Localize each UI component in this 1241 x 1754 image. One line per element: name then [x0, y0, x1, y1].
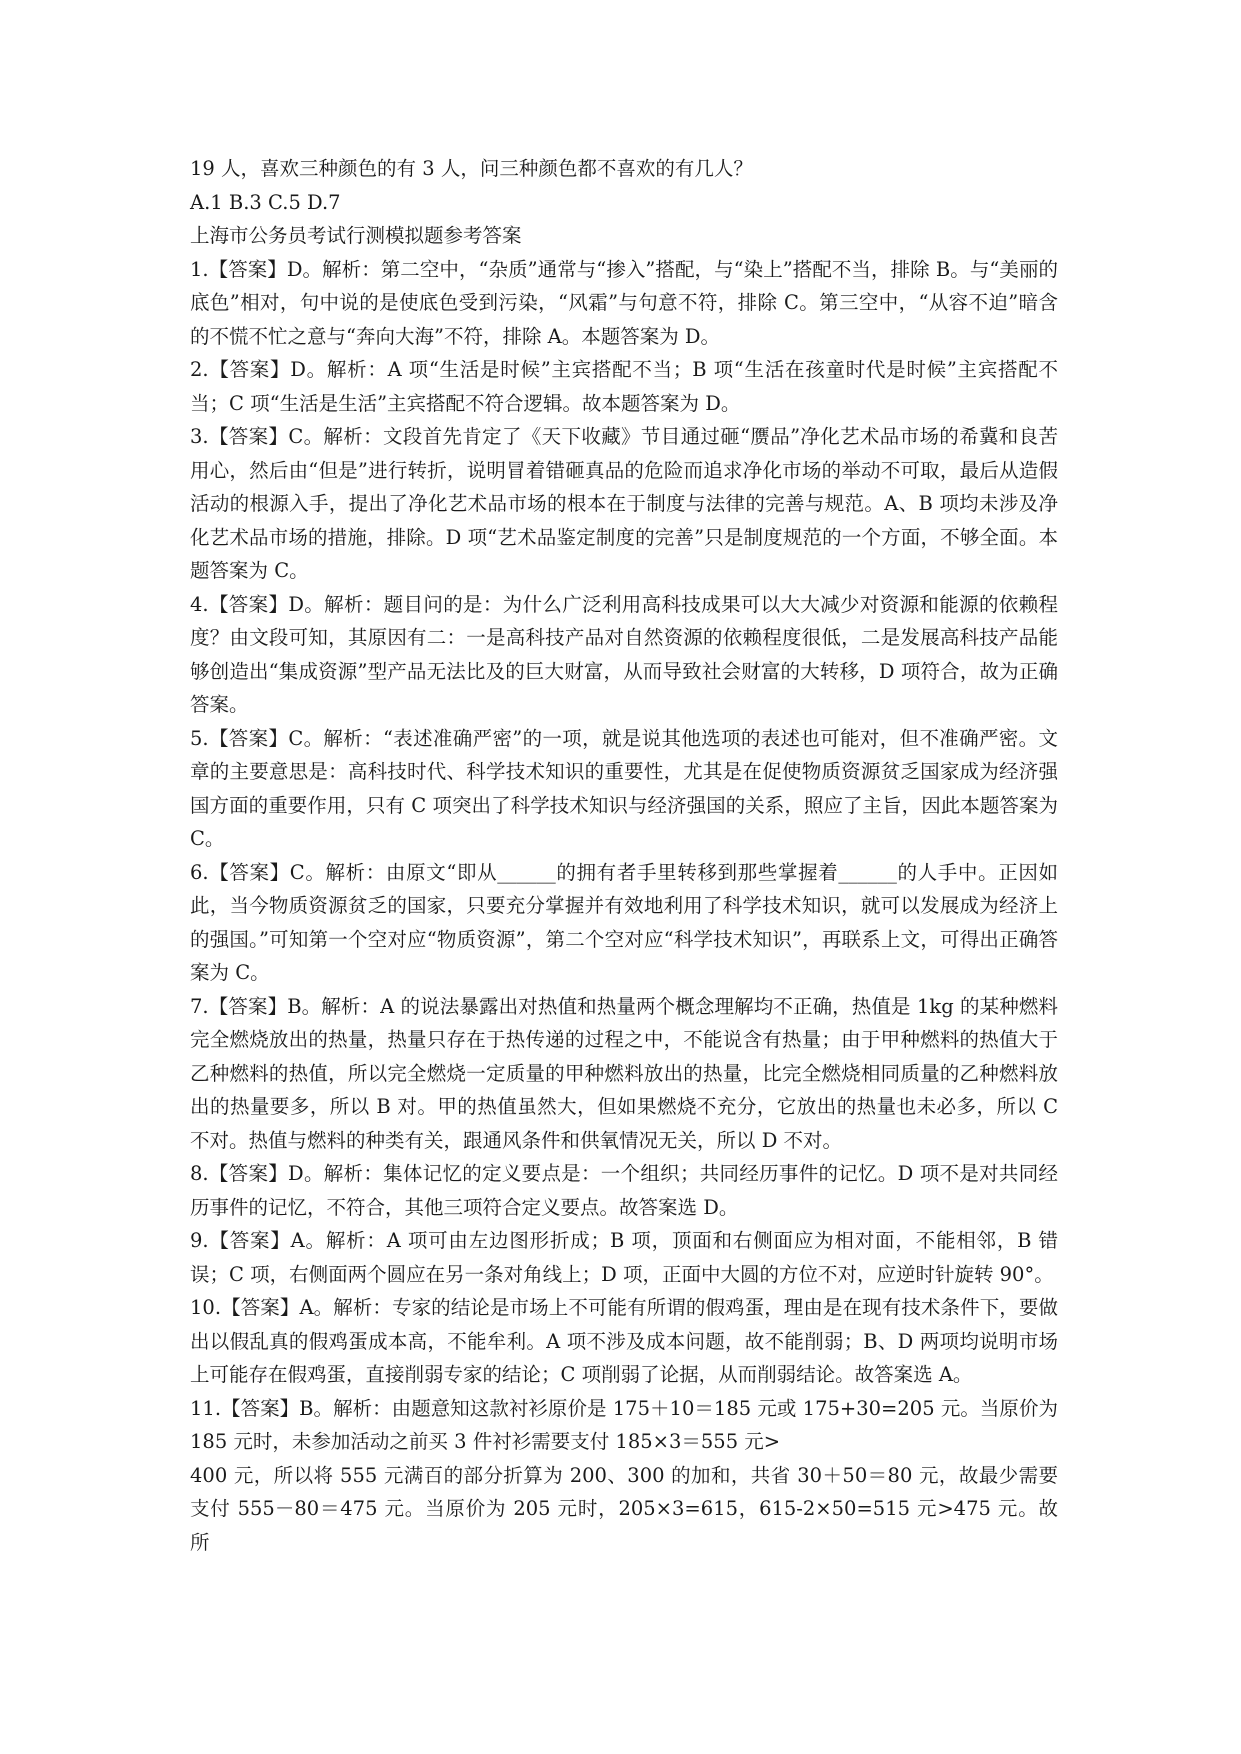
section-title: 上海市公务员考试行测模拟题参考答案: [190, 224, 522, 247]
answer-paragraph-2: 2.【答案】D。解析：A 项“生活是时候”主宾搭配不当；B 项“生活在孩童时代是时候”主宾搭配不当；C 项“生活是生活”主宾搭配不符合逻辑。故本题答案为 D。: [190, 358, 1058, 415]
answer-paragraph-8: 8.【答案】D。解析：集体记忆的定义要点是：一个组织；共同经历事件的记忆。D 项不是对共同经历事件的记忆，不符合，其他三项符合定义要点。故答案选 D。: [190, 1162, 1058, 1219]
answer-paragraph-1: 1.【答案】D。解析：第二空中，“杂质”通常与“掺入”搭配，与“染上”搭配不当，排除 B。与“美丽的底色”相对，句中说的是使底色受到污染，“风霜”与句意不符，排除 C。第三空中，“从容不迫”暗含的不慌不忙之意与“奔向大海”不符，排除 A。本题答案为 D。: [190, 257, 1058, 348]
answer-paragraph-7: 7.【答案】B。解析：A 的说法暴露出对热值和热量两个概念理解均不正确，热值是 1kg 的某种燃料完全燃烧放出的热量，热量只存在于热传递的过程之中，不能说含有热量；由于甲种燃料的热值大于乙种燃料的热值，所以完全燃烧一定质量的甲种燃料放出的热量，比完全燃烧相同质量的乙种燃料放出的热量要多，所以 B 对。甲的热值虽然大，但如果燃烧不充分，它放出的热量也未必多，所以 C 不对。热值与燃料的种类有关，跟通风条件和供氧情况无关，所以 D 不对。: [190, 994, 1058, 1152]
question-text-line: 19 人，喜欢三种颜色的有 3 人，问三种颜色都不喜欢的有几人？: [190, 157, 753, 180]
answer-paragraph-11-continued: 400 元，所以将 555 元满百的部分折算为 200、300 的加和，共省 30＋50＝80 元，故最少需要支付 555－80＝475 元。当原价为 205 元时，205×3=615，615-2×50=515 元>475 元。故所: [190, 1463, 1058, 1554]
answer-paragraph-11: 11.【答案】B。解析：由题意知这款衬衫原价是 175＋10＝185 元或 175+30=205 元。当原价为 185 元时，未参加活动之前买 3 件衬衫需要支付 185×3＝555 元>: [190, 1396, 1058, 1453]
question-options-line: A.1 B.3 C.5 D.7: [190, 190, 341, 214]
answer-paragraph-5: 5.【答案】C。解析：“表述准确严密”的一项，就是说其他选项的表述也可能对，但不准确严密。文章的主要意思是：高科技时代、科学技术知识的重要性，尤其是在促使物质资源贫乏国家成为经济强国方面的重要作用，只有 C 项突出了科学技术知识与经济强国的关系，照应了主旨，因此本题答案为 C。: [190, 726, 1058, 850]
answer-paragraph-4: 4.【答案】D。解析：题目问的是：为什么广泛利用高科技成果可以大大减少对资源和能源的依赖程度？由文段可知，其原因有二：一是高科技产品对自然资源的依赖程度很低，二是发展高科技产品能够创造出“集成资源”型产品无法比及的巨大财富，从而导致社会财富的大转移，D 项符合，故为正确答案。: [190, 592, 1058, 716]
answer-paragraph-10: 10.【答案】A。解析：专家的结论是市场上不可能有所谓的假鸡蛋，理由是在现有技术条件下，要做出以假乱真的假鸡蛋成本高，不能牟利。A 项不涉及成本问题，故不能削弱；B、D 两项均说明市场上可能存在假鸡蛋，直接削弱专家的结论；C 项削弱了论据，从而削弱结论。故答案选 A。: [190, 1296, 1058, 1386]
answer-paragraph-6: 6.【答案】C。解析：由原文“即从______的拥有者手里转移到那些掌握着______的人手中。正因如此，当今物质资源贫乏的国家，只要充分掌握并有效地利用了科学技术知识，就可以发展成为经济上的强国。”可知第一个空对应“物质资源”，第二个空对应“科学技术知识”，再联系上文，可得出正确答案为 C。: [190, 860, 1058, 984]
document-page: [190, 152, 1058, 1559]
answer-paragraph-3: 3.【答案】C。解析：文段首先肯定了《天下收藏》节目通过砸“赝品”净化艺术品市场的希冀和良苦用心，然后由“但是”进行转折，说明冒着错砸真品的危险而追求净化市场的举动不可取，最后从造假活动的根源入手，提出了净化艺术品市场的根本在于制度与法律的完善与规范。A、B 项均未涉及净化艺术品市场的措施，排除。D 项“艺术品鉴定制度的完善”只是制度规范的一个方面，不够全面。本题答案为 C。: [190, 425, 1058, 582]
answer-paragraph-9: 9.【答案】A。解析：A 项可由左边图形折成；B 项，顶面和右侧面应为相对面，不能相邻，B 错误；C 项，右侧面两个圆应在另一条对角线上；D 项，正面中大圆的方位不对，应逆时针旋转 90°。: [190, 1229, 1058, 1286]
